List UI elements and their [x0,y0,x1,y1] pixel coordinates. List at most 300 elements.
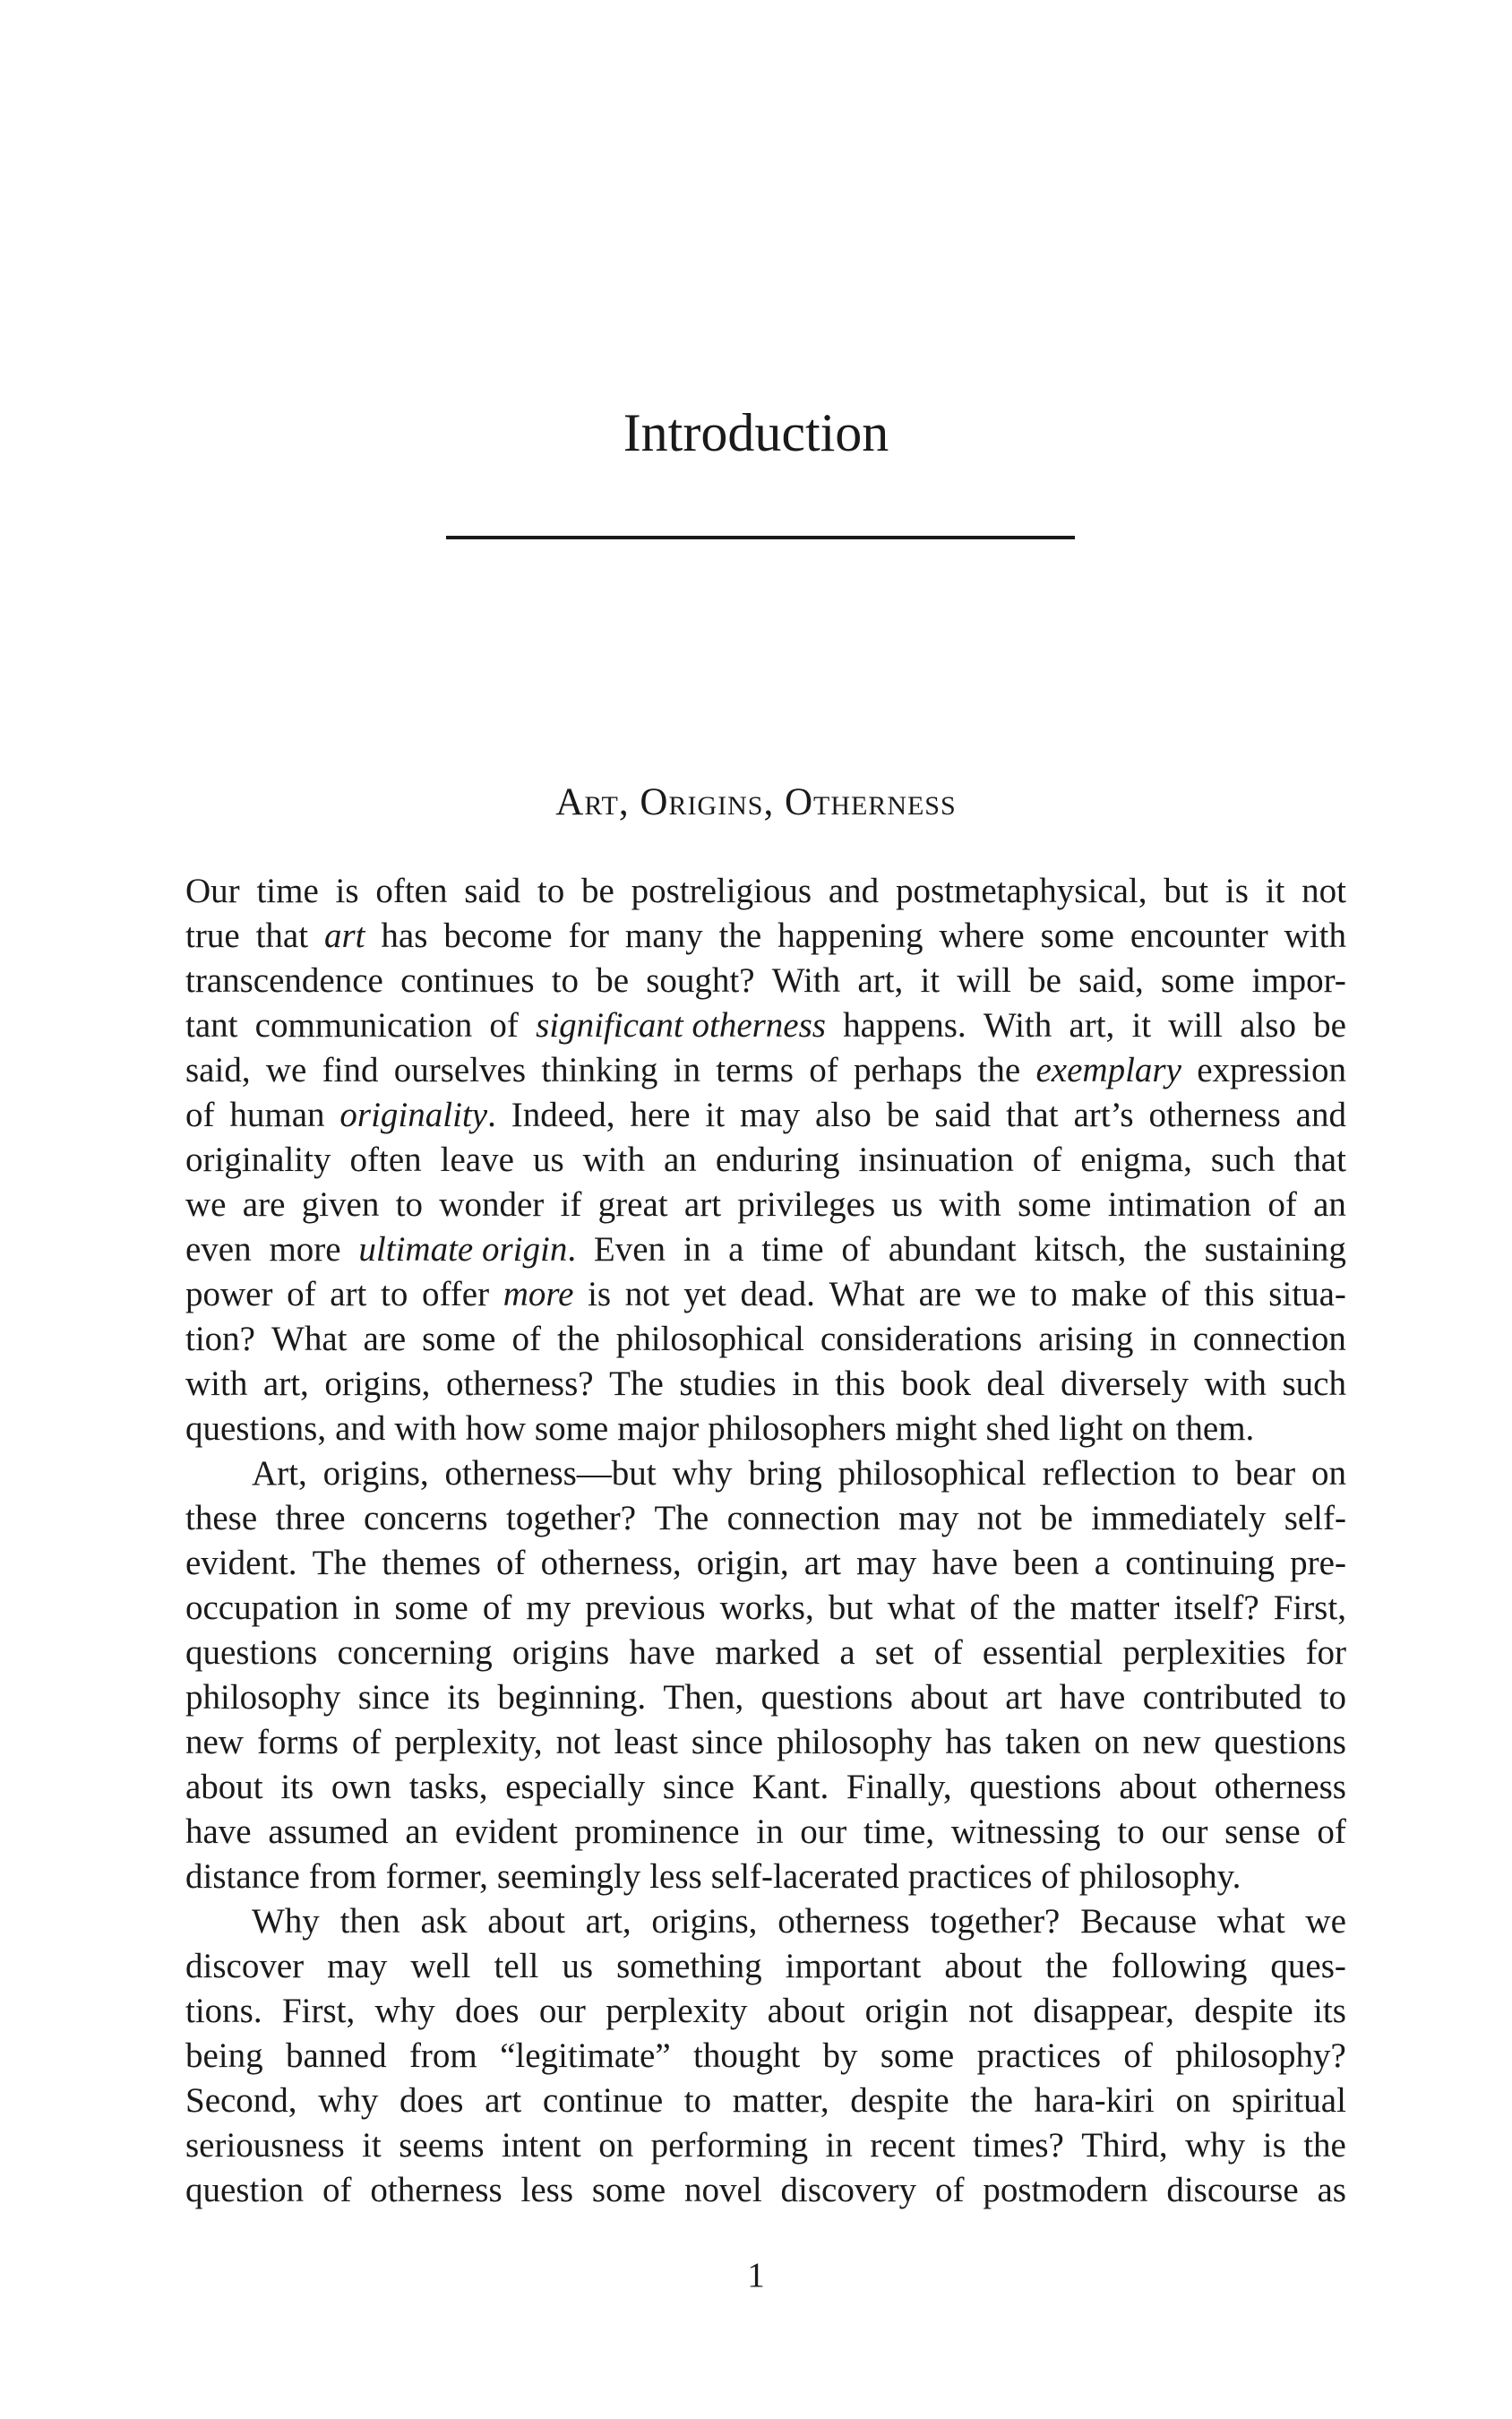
word: With [983,1006,1052,1045]
word: bear [1235,1454,1296,1493]
word: how [465,1409,526,1448]
body-text [185,869,1346,2213]
word: witnessing [950,1812,1101,1851]
word: for [568,917,609,955]
word: philosophy? [1175,2036,1346,2075]
word: themes [382,1544,481,1582]
word: the [1303,2126,1346,2165]
word: an [664,1141,697,1179]
word: three [275,1499,346,1537]
text-line [185,1317,1346,1362]
title-rule [446,536,1075,539]
word: discourse [1166,2171,1299,2209]
text-line [185,1675,1346,1720]
word: given [301,1185,380,1224]
word: on [1131,1409,1167,1448]
word: become [443,917,553,955]
word: Even [593,1230,666,1269]
word: diversely [1061,1364,1190,1403]
word: previous [585,1588,706,1627]
word: our [538,1992,586,2030]
text-line [185,1541,1346,1586]
word: light [1059,1409,1123,1448]
word: since [357,1678,430,1717]
word: of [935,2171,965,2209]
word: be [1313,1006,1346,1045]
word: might [895,1409,977,1448]
word: intimation [1107,1185,1252,1224]
word: more [269,1230,341,1269]
word: great [597,1185,668,1224]
word: questions [1214,1723,1346,1761]
word: With [771,961,841,1000]
word: be [886,1096,920,1134]
text-line [185,1048,1346,1093]
word: philosophy. [1078,1857,1241,1896]
word: us [562,1947,594,1985]
word: thought [692,2036,801,2075]
word: in [353,1588,381,1627]
word: also [1240,1006,1296,1045]
word: in [792,1364,820,1403]
word: it [362,2126,382,2165]
word: together? [930,1902,1061,1941]
text-line [185,1989,1346,2034]
word: question [185,2171,305,2209]
word: are [363,1320,407,1358]
word: to [1117,1812,1145,1851]
word: why [318,2081,379,2120]
word: Kant. [752,1768,829,1806]
word: art [485,2081,522,2120]
word: Then, [663,1678,744,1717]
word: self-lacerated [710,1857,899,1896]
word: also [815,1096,872,1134]
word: but [828,1588,873,1627]
word: some [534,1409,609,1448]
word: tell [494,1947,539,1985]
word: on [598,2126,634,2165]
word: evident. [185,1544,297,1582]
word: here [630,1096,691,1134]
text-line [185,1272,1346,1317]
word: continues [400,961,535,1000]
word: in [683,1230,711,1269]
word: and [1295,1096,1346,1134]
word: not [1302,872,1346,910]
word: them. [1175,1409,1255,1448]
word: postreligious [631,872,812,910]
word: studies [679,1364,777,1403]
word: shed [985,1409,1051,1448]
word: especially [505,1768,646,1806]
word: First, [281,1992,356,2030]
word: yet [683,1275,726,1313]
word: intent [501,2126,581,2165]
word: art [803,1544,841,1582]
word: such [1210,1141,1276,1179]
word: our [1161,1812,1208,1851]
word: The [654,1499,709,1537]
word: distance [185,1857,300,1896]
word: our [800,1812,847,1851]
text-line [185,2123,1346,2168]
word: a [1094,1544,1111,1582]
word: enduring [715,1141,840,1179]
word: taken [1005,1723,1081,1761]
word: The [609,1364,664,1403]
word: Finally, [846,1768,952,1806]
word: recent [870,2126,956,2165]
word: connection [1192,1320,1346,1358]
word: deal [986,1364,1045,1403]
word: matter [1070,1588,1160,1627]
word: the [1013,1588,1056,1627]
word: otherness, [540,1544,682,1582]
word: this [835,1364,886,1403]
word: something [616,1947,762,1985]
word: leave [440,1141,514,1179]
word: is [588,1275,612,1313]
word: perhaps [853,1051,963,1089]
word: is [335,872,359,910]
word: immediately [1091,1499,1267,1537]
word: on [1310,1454,1346,1493]
word: such [1282,1364,1346,1403]
word: may [856,1544,917,1582]
word: art, [857,961,904,1000]
word: of [969,1588,999,1627]
word: the [557,1320,600,1358]
word: we [265,1051,307,1089]
word: not [976,1499,1022,1537]
word: questions, [185,1409,327,1448]
word: are [242,1185,286,1224]
word: continue [542,2081,664,2120]
word: may [898,1499,959,1537]
word: ourselves [393,1051,527,1089]
word: the [1045,1947,1088,1985]
word: otherness—but [444,1454,657,1493]
text-line [185,1720,1346,1765]
word: origin, [696,1544,789,1582]
word: seems [399,2126,485,2165]
word: an [405,1812,439,1851]
word: its [1313,1992,1346,2030]
word: be [581,872,614,910]
word: philosophy [776,1723,932,1761]
word: of [185,1096,215,1134]
word: self- [1284,1499,1346,1537]
word: sense [1224,1812,1301,1851]
word: of [1317,1812,1346,1851]
word: about [1119,1768,1197,1806]
word: of [322,2171,352,2209]
word: some [422,1320,496,1358]
word: art, [262,1364,309,1403]
word: times? [973,2126,1064,2165]
word: sustaining [1204,1230,1346,1269]
word: ultimate origin. [358,1230,577,1269]
word: art, [1069,1006,1115,1045]
word: otherness [370,2171,503,2209]
word: situa- [1268,1275,1346,1313]
word: Our [185,872,240,910]
word: concerning [337,1633,493,1672]
text-line [185,1496,1346,1541]
word: least [614,1723,678,1761]
word: Because [1080,1902,1198,1941]
word: art [683,1185,722,1224]
word: since [691,1723,763,1761]
word: philosophy [185,1678,341,1717]
word: happening [777,917,924,955]
word: has [381,917,428,955]
word: terms [716,1051,794,1089]
word: transcendence [185,961,383,1000]
text-line [185,2079,1346,2123]
word: What [271,1320,348,1358]
word: we [1305,1902,1346,1941]
word: with [939,1185,1001,1224]
word: it [920,961,941,1000]
word: concerns [363,1499,488,1537]
word: former, [385,1857,488,1896]
word: encounter [1130,917,1268,955]
word: since [662,1768,735,1806]
word: true [185,917,240,955]
word: be [1040,1499,1073,1537]
word: perplexities [1122,1633,1286,1672]
word: assumed [268,1812,389,1851]
word: to [1191,1454,1220,1493]
word: despite [850,2081,949,2120]
word: in [1149,1320,1177,1358]
word: an [1313,1185,1346,1224]
word: to [395,1185,423,1224]
word: origins, [322,1454,429,1493]
word: for [1305,1633,1346,1672]
word: been [1013,1544,1079,1582]
text-line [185,1183,1346,1227]
word: of [1267,1185,1297,1224]
word: Art, [252,1454,307,1493]
word: time, [863,1812,935,1851]
word: “legitimate” [500,2036,671,2075]
word: human [229,1096,325,1134]
word: questions [185,1633,318,1672]
word: then [339,1902,400,1941]
word: postmetaphysical, [895,872,1147,910]
word: may [739,1096,801,1134]
word: we [185,1185,227,1224]
text-line [185,1227,1346,1272]
word: be [1028,961,1061,1000]
word: of [482,1588,512,1627]
text-line [185,1765,1346,1810]
word: of [1032,1141,1062,1179]
word: with [1284,917,1346,955]
word: of [841,1230,871,1269]
word: seemingly [496,1857,641,1896]
word: but [1164,872,1209,910]
word: find [322,1051,379,1089]
word: less [520,2171,574,2209]
word: about [185,1768,263,1806]
word: it [1131,1006,1152,1045]
word: often [349,1141,422,1179]
word: and [828,872,880,910]
word: discovery [780,2171,917,2209]
word: with [394,1409,457,1448]
word: art [330,1275,367,1313]
word: origins, [324,1364,431,1403]
word: does [455,1992,520,2030]
word: of [511,1320,542,1358]
word: tions. [185,1992,262,2030]
word: power [185,1275,273,1313]
word: make [1071,1275,1147,1313]
word: new [185,1723,244,1761]
text-line [185,1899,1346,1944]
word: practices [976,2036,1102,2075]
word: hara-kiri [1034,2081,1155,2120]
word: as [1317,2171,1346,2209]
word: some [394,1588,468,1627]
word: originality [185,1141,331,1179]
word: its [447,1678,481,1717]
word: to [537,872,565,910]
word: impor- [1251,961,1346,1000]
word: otherness [1214,1768,1346,1806]
word: Third, [1081,2126,1168,2165]
text-line [185,1944,1346,1989]
word: originality. [339,1096,496,1134]
word: the [977,1051,1021,1089]
word: art’s [1073,1096,1134,1134]
word: the [970,2081,1013,2120]
word: its [280,1768,314,1806]
word: in [673,1051,700,1089]
word: that [1006,1096,1059,1134]
word: some [1040,917,1114,955]
word: in [825,2126,853,2165]
text-line [185,2168,1346,2213]
word: about [910,1678,988,1717]
word: sought? [646,961,755,1000]
text-line [185,1855,1346,1899]
word: to [1030,1275,1058,1313]
word: questions [760,1678,893,1717]
word: the [1144,1230,1187,1269]
text-line [185,914,1346,959]
word: occupation [185,1588,339,1627]
word: continuing [1125,1544,1276,1582]
text-line [185,2034,1346,2079]
text-line [185,1138,1346,1183]
word: wonder [439,1185,545,1224]
word: why [672,1454,733,1493]
word: a [728,1230,744,1269]
word: of [287,1275,316,1313]
word: where [939,917,1025,955]
word: on [1175,2081,1211,2120]
word: of [1123,2036,1153,2075]
word: disappear, [1033,1992,1174,2030]
word: is [1224,872,1249,910]
word: philosophical [838,1454,1027,1493]
word: otherness? [445,1364,594,1403]
word: origins, [651,1902,758,1941]
word: abundant [888,1230,1017,1269]
word: First, [1273,1588,1346,1627]
word: has [945,1723,992,1761]
word: Indeed, [511,1096,615,1134]
word: some [1160,961,1235,1000]
word: Why [252,1902,320,1941]
text-line [185,869,1346,914]
word: What [829,1275,906,1313]
word: that [255,917,309,955]
word: connection [726,1499,881,1537]
word: in [756,1812,784,1851]
word: we [975,1275,1017,1313]
text-line [185,1631,1346,1675]
word: perplexity [606,1992,748,2030]
word: of [489,1006,519,1045]
word: otherness [1148,1096,1281,1134]
word: kitsch, [1034,1230,1127,1269]
word: said, [185,1051,251,1089]
word: a [839,1633,855,1672]
word: art [1005,1678,1043,1717]
word: communication [254,1006,473,1045]
text-line [185,1093,1346,1138]
word: it [1265,872,1285,910]
word: art, [585,1902,631,1941]
word: spiritual [1232,2081,1346,2120]
word: will [957,961,1011,1000]
word: not [968,1992,1013,2030]
word: The [312,1544,367,1582]
word: with [582,1141,645,1179]
word: said, [1078,961,1144,1000]
word: that [1293,1141,1346,1179]
chapter-title: Introduction [623,403,889,462]
word: many [624,917,703,955]
word: it [705,1096,726,1134]
word: of [1041,1857,1070,1896]
word: does [399,2081,464,2120]
word: evident [454,1812,558,1851]
word: some [1018,1185,1092,1224]
word: not [555,1723,601,1761]
text-line [185,959,1346,1003]
word: privileges [737,1185,876,1224]
word: art [323,917,365,955]
section-heading: Art, Origins, Otherness [555,781,957,823]
word: about [767,1992,846,2030]
word: if [560,1185,582,1224]
word: may [327,1947,388,1985]
word: some [880,2036,955,2075]
word: to [381,1275,408,1313]
word: pre- [1290,1544,1346,1582]
word: origin [864,1992,949,2030]
word: insinuation [858,1141,1014,1179]
word: bring [748,1454,822,1493]
word: well [410,1947,471,1985]
